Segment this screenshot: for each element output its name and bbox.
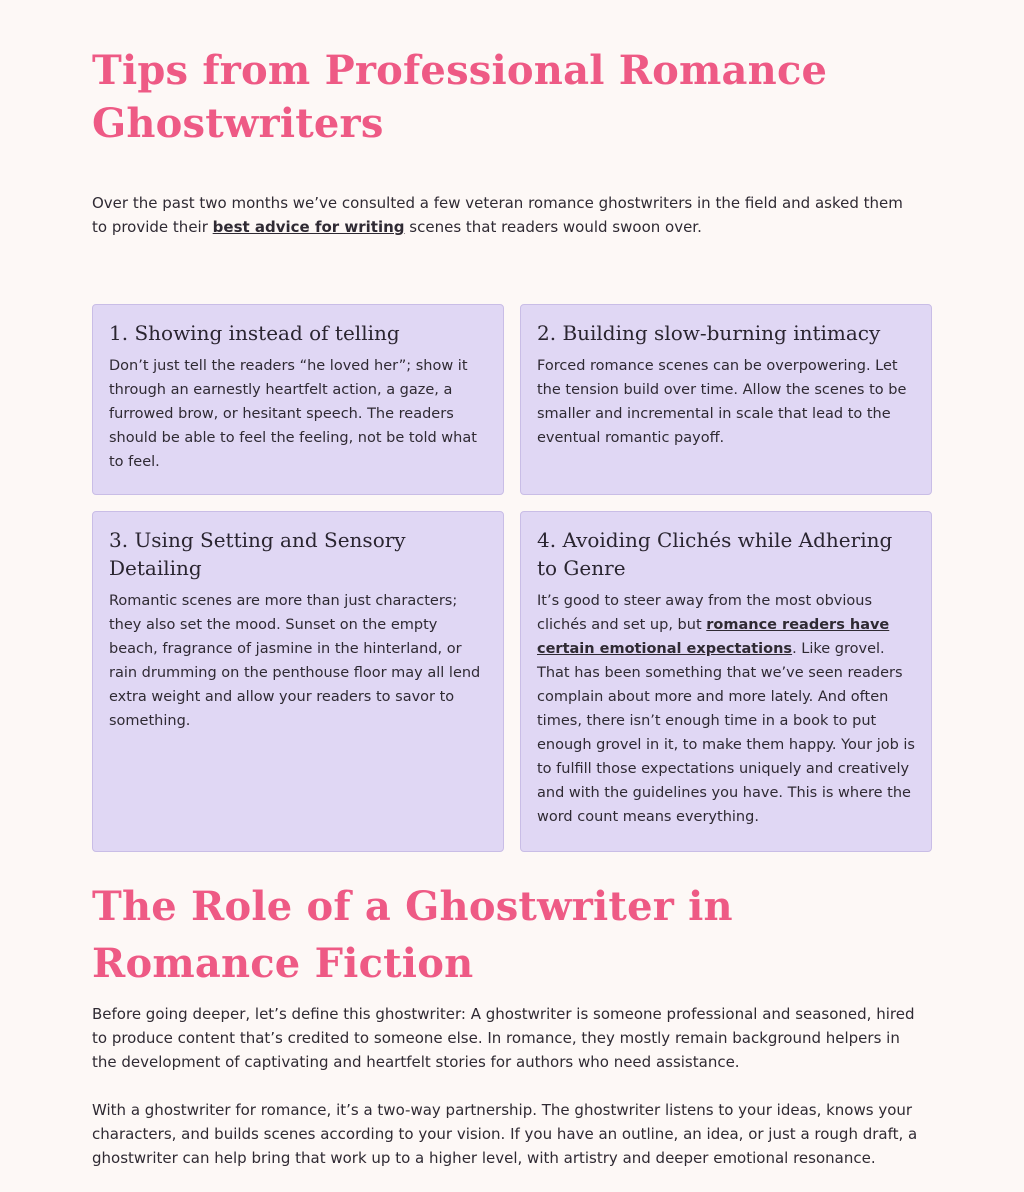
intro-text-after: scenes that readers would swoon over. bbox=[404, 218, 702, 236]
tip-body-after: . Like grovel. That has been something that we’ve seen readers complain about more and more lately. And often times, there isn’t enough time in a book to put enough grovel in it, to make them happy. Your job is to fulfill those expectations uniquely and creatively and with the guidelines you have. This is where the word count means everything. bbox=[537, 641, 915, 825]
tip-title: 2. Building slow-burning intimacy bbox=[537, 321, 881, 345]
tips-grid bbox=[92, 304, 932, 852]
tip-body-before: It’s good to steer away from the most obvious clichés and set up, but bbox=[537, 593, 873, 633]
best-advice-link[interactable]: best advice for writing bbox=[212, 218, 405, 236]
romance-expectations-link[interactable]: romance readers have certain emotional expectations bbox=[537, 617, 890, 657]
section-paragraph-2: With a ghostwriter for romance, it’s a two-way partnership. The ghostwriter listens to your ideas, knows your characters, and builds scenes according to your vision. If you have an outline, an idea, or just a rough draft, a ghostwriter can help bring that work up to a higher level, with artistry and deeper emotional resonance. bbox=[92, 1101, 918, 1167]
page-title: Tips from Professional Romance Ghostwriters bbox=[92, 47, 828, 147]
tip-body bbox=[537, 589, 915, 829]
tip-card-3 bbox=[92, 511, 504, 852]
tip-title: 4. Avoiding Clichés while Adhering to Genre bbox=[537, 528, 893, 580]
section-paragraph-1: Before going deeper, let’s define this ghostwriter: A ghostwriter is someone professional and seasoned, hired to produce content that’s credited to someone else. In romance, they mostly remain background helpers in the development of captivating and heartfelt stories for authors who need assistance. bbox=[92, 1005, 915, 1071]
tip-body: Don’t just tell the readers “he loved her”; show it through an earnestly heartfelt action, a gaze, a furrowed brow, or hesitant speech. The readers should be able to feel the feeling, not be told what to feel. bbox=[109, 358, 477, 470]
tip-body: Romantic scenes are more than just characters; they also set the mood. Sunset on the empty beach, fragrance of jasmine in the hinterland, or rain drumming on the penthouse floor may all lend extra weight and allow your readers to savor to something. bbox=[109, 593, 481, 729]
tip-title: 3. Using Setting and Sensory Detailing bbox=[109, 528, 406, 580]
tip-card-1 bbox=[92, 304, 504, 495]
tip-body: Forced romance scenes can be overpowering. Let the tension build over time. Allow the scenes to be smaller and incremental in scale that lead to the eventual romantic payoff. bbox=[537, 358, 907, 446]
intro-paragraph bbox=[92, 191, 922, 239]
intro-text-before: Over the past two months we’ve consulted a few veteran romance ghostwriters in the field and asked them to provide their bbox=[92, 194, 903, 236]
tip-title: 1. Showing instead of telling bbox=[109, 321, 400, 345]
tip-card-2 bbox=[520, 304, 932, 495]
tip-card-4 bbox=[520, 511, 932, 852]
section-title: The Role of a Ghostwriter in Romance Fiction bbox=[92, 883, 733, 987]
